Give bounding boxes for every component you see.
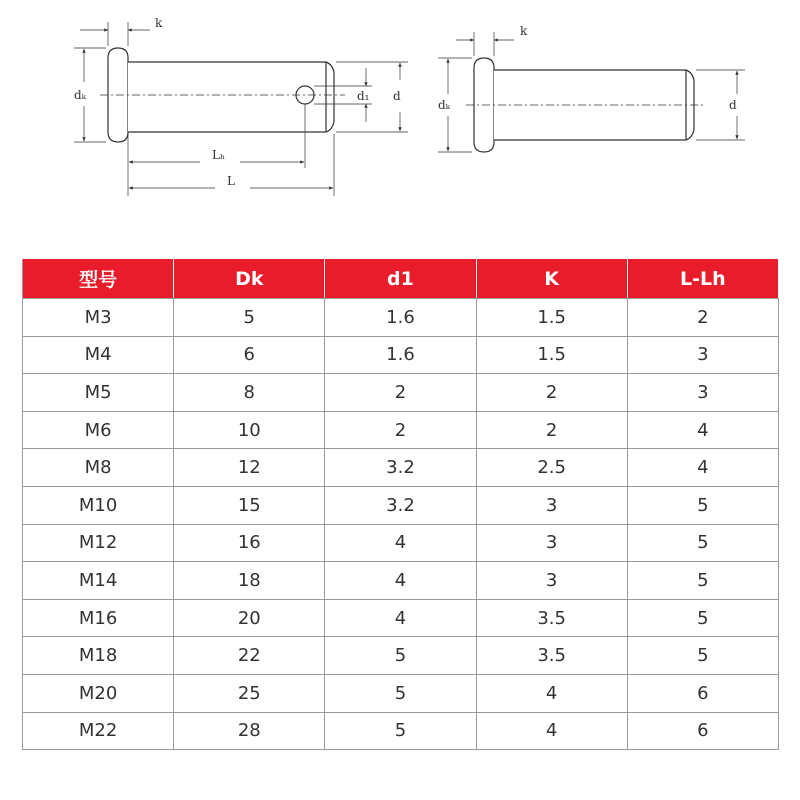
cell-model: M5 <box>23 374 174 412</box>
cell-dk: 20 <box>174 599 325 637</box>
cell-k: 3 <box>476 486 627 524</box>
cell-k: 3.5 <box>476 599 627 637</box>
table-row <box>23 637 779 675</box>
cell-dk: 25 <box>174 674 325 712</box>
cell-dk: 10 <box>174 411 325 449</box>
cell-d1: 2 <box>325 411 476 449</box>
table-row <box>23 411 779 449</box>
cell-l-lh: 4 <box>627 411 778 449</box>
cell-model: M16 <box>23 599 174 637</box>
cell-model: M3 <box>23 299 174 337</box>
header-k: K <box>476 259 627 299</box>
cell-k: 2 <box>476 374 627 412</box>
cell-d1: 5 <box>325 674 476 712</box>
cell-k: 1.5 <box>476 336 627 374</box>
right-d-label: d <box>729 98 737 112</box>
cell-model: M22 <box>23 712 174 750</box>
table-header-row <box>23 259 779 299</box>
header-l-lh: L-Lh <box>627 259 778 299</box>
cell-dk: 12 <box>174 449 325 487</box>
cell-d1: 3.2 <box>325 486 476 524</box>
table-row <box>23 562 779 600</box>
cell-model: M12 <box>23 524 174 562</box>
cell-l-lh: 5 <box>627 562 778 600</box>
left-d-label: d <box>393 89 401 103</box>
cell-d1: 1.6 <box>325 299 476 337</box>
left-l-label: L <box>227 174 235 188</box>
header-d1: d1 <box>325 259 476 299</box>
spec-table <box>22 258 779 750</box>
pin-drawings-svg <box>0 0 800 230</box>
table-row <box>23 374 779 412</box>
cell-d1: 4 <box>325 524 476 562</box>
table-row <box>23 674 779 712</box>
right-pin-drawing <box>438 32 745 152</box>
cell-dk: 8 <box>174 374 325 412</box>
cell-l-lh: 5 <box>627 637 778 675</box>
cell-l-lh: 3 <box>627 336 778 374</box>
left-k-label: k <box>155 16 163 30</box>
cell-k: 3.5 <box>476 637 627 675</box>
table-body <box>23 299 779 750</box>
cell-k: 4 <box>476 674 627 712</box>
cell-k: 3 <box>476 524 627 562</box>
table-row <box>23 449 779 487</box>
cell-d1: 2 <box>325 374 476 412</box>
cell-l-lh: 5 <box>627 599 778 637</box>
right-k-label: k <box>520 24 528 38</box>
table-row <box>23 599 779 637</box>
cell-k: 1.5 <box>476 299 627 337</box>
cell-k: 3 <box>476 562 627 600</box>
technical-drawings <box>0 0 800 230</box>
cell-d1: 5 <box>325 637 476 675</box>
cell-l-lh: 2 <box>627 299 778 337</box>
cell-l-lh: 3 <box>627 374 778 412</box>
cell-dk: 18 <box>174 562 325 600</box>
cell-d1: 5 <box>325 712 476 750</box>
cell-k: 4 <box>476 712 627 750</box>
cell-l-lh: 4 <box>627 449 778 487</box>
cell-dk: 28 <box>174 712 325 750</box>
cell-l-lh: 6 <box>627 674 778 712</box>
cell-model: M6 <box>23 411 174 449</box>
cell-dk: 6 <box>174 336 325 374</box>
table-row <box>23 299 779 337</box>
left-dk-label: dₖ <box>74 88 87 102</box>
cell-model: M4 <box>23 336 174 374</box>
cell-k: 2 <box>476 411 627 449</box>
cell-dk: 16 <box>174 524 325 562</box>
cell-model: M18 <box>23 637 174 675</box>
cell-d1: 4 <box>325 562 476 600</box>
cell-k: 2.5 <box>476 449 627 487</box>
header-model: 型号 <box>23 259 174 299</box>
table-row <box>23 524 779 562</box>
cell-d1: 1.6 <box>325 336 476 374</box>
left-d1-label: d₁ <box>357 89 370 103</box>
cell-model: M10 <box>23 486 174 524</box>
table-row <box>23 712 779 750</box>
cell-model: M14 <box>23 562 174 600</box>
cell-l-lh: 5 <box>627 486 778 524</box>
left-lh-label: Lₕ <box>212 148 226 162</box>
cell-model: M20 <box>23 674 174 712</box>
cell-dk: 15 <box>174 486 325 524</box>
header-dk: Dk <box>174 259 325 299</box>
cell-l-lh: 5 <box>627 524 778 562</box>
table-row <box>23 336 779 374</box>
right-dk-label: dₖ <box>438 98 451 112</box>
cell-model: M8 <box>23 449 174 487</box>
cell-dk: 22 <box>174 637 325 675</box>
table-row <box>23 486 779 524</box>
cell-d1: 3.2 <box>325 449 476 487</box>
cell-l-lh: 6 <box>627 712 778 750</box>
cell-dk: 5 <box>174 299 325 337</box>
left-pin-drawing <box>74 22 408 196</box>
cell-d1: 4 <box>325 599 476 637</box>
